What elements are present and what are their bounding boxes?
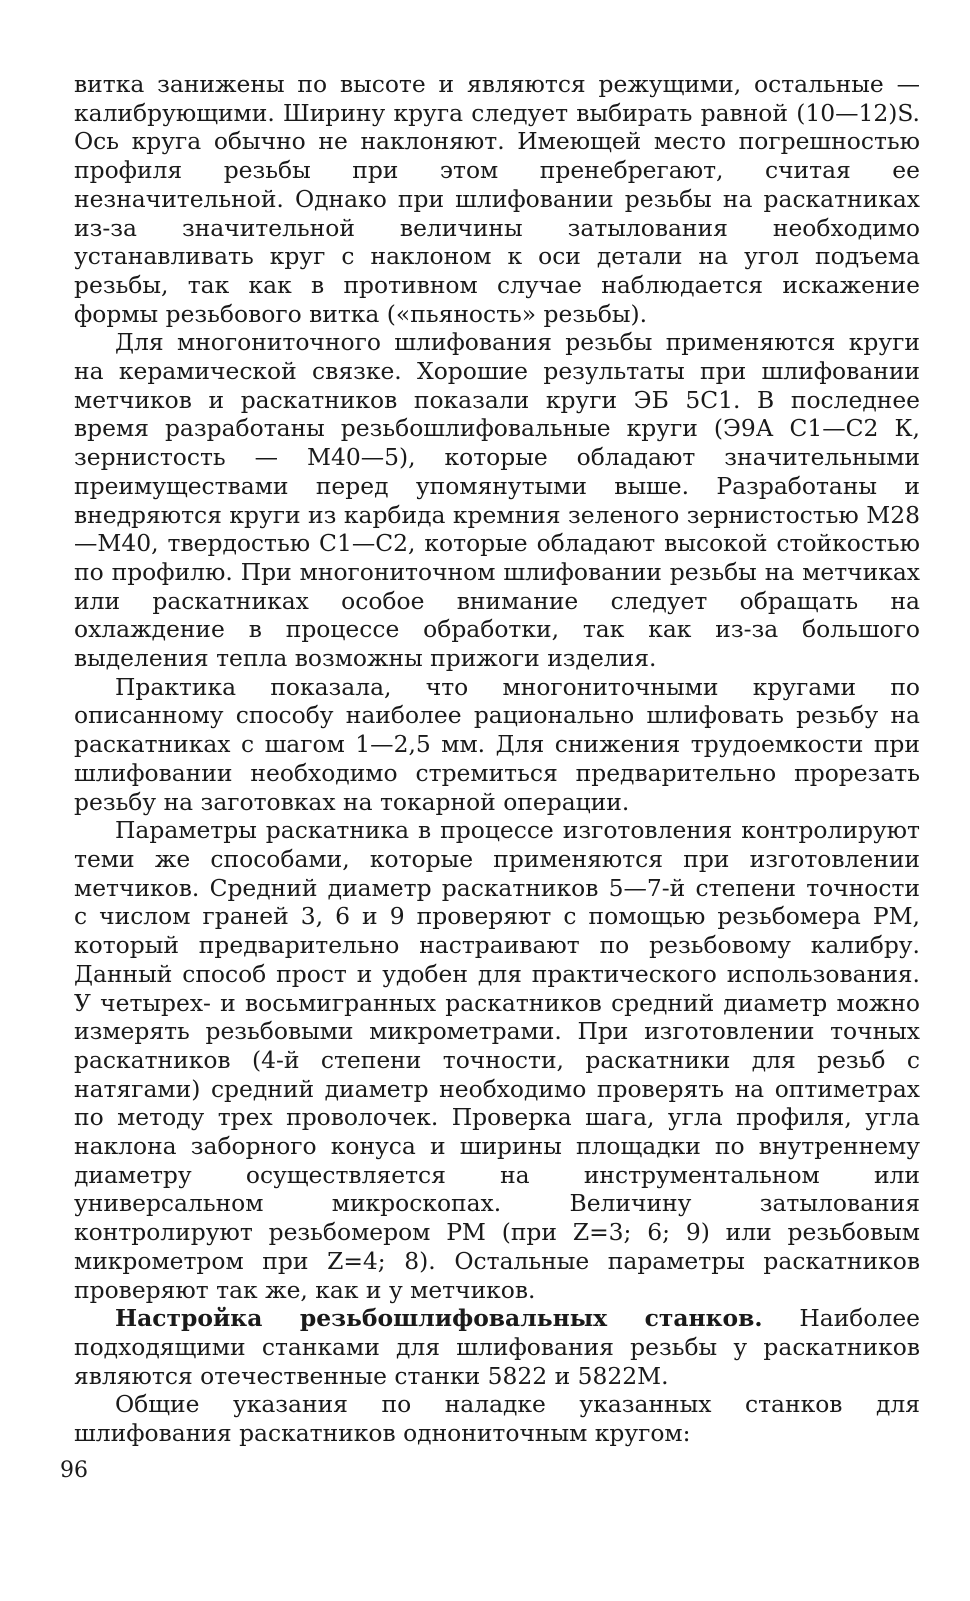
paragraph-6: Общие указания по наладке указанных станков для шлифования раскатников однониточным кругом: <box>74 1390 920 1448</box>
paragraph-5-text: Наиболее подходящими станками для шлифования резьбы у раскатников являются отечественные станки 5822 и 5822М. <box>74 1304 920 1390</box>
page-number: 96 <box>60 1458 88 1483</box>
paragraph-3: Практика показала, что многониточными кругами по описанному способу наиболее рационально шлифовать резьбу на раскатниках с шагом 1—2,5 мм. Для снижения трудоемкости при шлифовании необходимо стремиться предварительно прорезать резьбу на заготовках на токарной операции. <box>74 672 920 816</box>
paragraph-1: витка занижены по высоте и являются режущими, остальные — калибрующими. Ширину круга следует выбирать равной (10—12)S. Ось круга обычно не наклоняют. Имеющей место погрешностью профиля резьбы при этом пренебрегают, считая ее незначительной. Однако при шлифовании резьбы на раскатниках из-за значительной величины затылования необходимо устанавливать круг с наклоном к оси детали на угол подъема резьбы, так как в противном случае наблюдается искажение формы резьбового витка («пьяность» резьбы). <box>74 70 920 328</box>
paragraph-5 <box>74 1304 920 1390</box>
paragraph-4: Параметры раскатника в процессе изготовления контролируют теми же способами, которые применяются при изготовлении метчиков. Средний диаметр раскатников 5—7-й степени точности с числом граней 3, 6 и 9 проверяют с помощью резьбомера РМ, который предварительно настраивают по резьбовому калибру. Данный способ прост и удобен для практического использования. У четырех- и восьмигранных раскатников средний диаметр можно измерять резьбовыми микрометрами. При изготовлении точных раскатников (4-й степени точности, раскатники для резьб с натягами) средний диаметр необходимо проверять на оптиметрах по методу трех проволочек. Проверка шага, угла профиля, угла наклона заборного конуса и ширины площадки по внутреннему диаметру осуществляется на инструментальном или универсальном микроскопах. Величину затылования контролируют резьбомером РМ (при Z=3; 6; 9) или резьбовым микрометром при Z=4; 8). Остальные параметры раскатников проверяют так же, как и у метчиков. <box>74 816 920 1304</box>
section-heading: Настройка резьбошлифовальных станков. <box>115 1304 763 1333</box>
paragraph-2: Для многониточного шлифования резьбы применяются круги на керамической связке. Хорошие результаты при шлифовании метчиков и раскатников показали круги ЭБ 5С1. В последнее время разработаны резьбошлифовальные круги (Э9А С1—С2 К, зернистость — М40—5), которые обладают значительными преимуществами перед упомянутыми выше. Разработаны и внедряются круги из карбида кремния зеленого зернистостью М28—М40, твердостью С1—С2, которые обладают высокой стойкостью по профилю. При многониточном шлифовании резьбы на метчиках или раскатниках особое внимание следует обращать на охлаждение в процессе обработки, так как из-за большого выделения тепла возможны прижоги изделия. <box>74 328 920 673</box>
page-body <box>74 70 920 1448</box>
